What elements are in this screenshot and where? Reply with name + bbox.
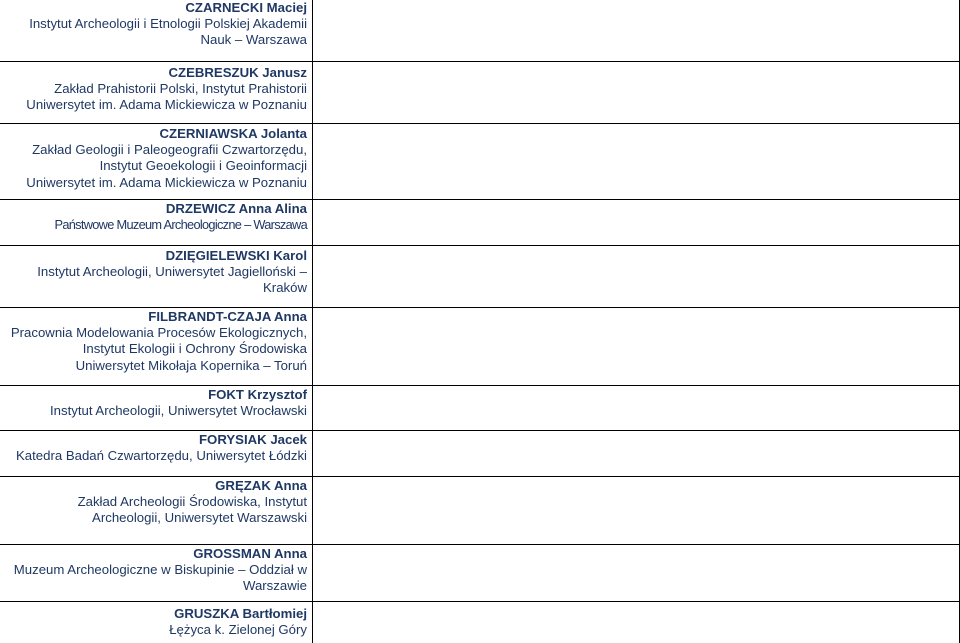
author-cell xyxy=(0,431,313,476)
affiliation-line: Instytut Archeologii i Etnologii Polskiej Akademii xyxy=(29,16,307,32)
affiliation-line: Muzeum Archeologiczne w Biskupinie – Oddział w xyxy=(13,562,307,578)
affiliation-line: Pracownia Modelowania Procesów Ekologicznych, xyxy=(10,325,307,341)
affiliation-line: Zakład Archeologii Środowiska, Instytut xyxy=(77,494,307,510)
table-row xyxy=(0,386,960,431)
affiliation-line: Instytut Archeologii, Uniwersytet Jagielloński – xyxy=(37,264,307,280)
table-row xyxy=(0,200,960,246)
table-row xyxy=(0,124,960,200)
author-cell xyxy=(0,545,313,601)
affiliation-line: Warszawie xyxy=(243,578,307,594)
table-row xyxy=(0,0,960,62)
author-cell xyxy=(0,308,313,385)
table-row xyxy=(0,62,960,124)
affiliation-line: Instytut Archeologii, Uniwersytet Wrocławski xyxy=(49,403,307,419)
empty-cell xyxy=(313,124,960,199)
author-cell xyxy=(0,124,313,199)
affiliation-line: Zakład Geologii i Paleogeografii Czwartorzędu, xyxy=(32,142,307,158)
author-name: FORYSIAK Jacek xyxy=(199,432,307,447)
author-name: GROSSMAN Anna xyxy=(193,546,307,561)
author-cell xyxy=(0,477,313,544)
author-name: DZIĘGIELEWSKI Karol xyxy=(165,248,307,263)
author-name: GRUSZKA Bartłomiej xyxy=(174,606,307,621)
author-cell xyxy=(0,62,313,123)
affiliation-line: Uniwersytet Mikołaja Kopernika – Toruń xyxy=(75,357,307,373)
empty-cell xyxy=(313,246,960,307)
affiliation-line: Katedra Badań Czwartorzędu, Uniwersytet Łódzki xyxy=(15,448,307,464)
affiliation-line: Instytut Ekologii i Ochrony Środowiska xyxy=(82,341,307,357)
empty-cell xyxy=(313,62,960,123)
empty-cell xyxy=(313,431,960,476)
affiliation-line: Kraków xyxy=(263,280,307,296)
affiliation-line: Uniwersytet im. Adama Mickiewicza w Poznaniu xyxy=(26,97,307,113)
affiliation-line: Łężyca k. Zielonej Góry xyxy=(169,622,307,638)
empty-cell xyxy=(313,386,960,430)
author-name: DRZEWICZ Anna Alina xyxy=(165,201,307,216)
author-cell xyxy=(0,200,313,245)
empty-cell xyxy=(313,602,960,643)
empty-cell xyxy=(313,0,960,61)
affiliation-line: Uniwersytet im. Adama Mickiewicza w Poznaniu xyxy=(26,174,307,190)
table-row xyxy=(0,545,960,602)
table-row xyxy=(0,602,960,643)
table-row xyxy=(0,431,960,477)
empty-cell xyxy=(313,200,960,245)
author-cell xyxy=(0,386,313,430)
affiliation-line: Państwowe Muzeum Archeologiczne – Warszawa xyxy=(54,217,307,233)
author-name: FILBRANDT-CZAJA Anna xyxy=(148,309,307,324)
empty-cell xyxy=(313,545,960,601)
affiliation-line: Instytut Geoekologii i Geoinformacji xyxy=(99,158,307,174)
author-cell xyxy=(0,246,313,307)
affiliation-line: Nauk – Warszawa xyxy=(200,32,307,48)
empty-cell xyxy=(313,477,960,544)
author-name: GRĘZAK Anna xyxy=(215,478,307,493)
table-row xyxy=(0,477,960,545)
affiliation-line: Archeologii, Uniwersytet Warszawski xyxy=(92,510,307,526)
table-row xyxy=(0,246,960,308)
author-cell xyxy=(0,602,313,643)
author-name: CZEBRESZUK Janusz xyxy=(168,65,307,80)
author-name: CZARNECKI Maciej xyxy=(185,0,307,15)
author-name: FOKT Krzysztof xyxy=(208,387,307,402)
author-name: CZERNIAWSKA Jolanta xyxy=(159,126,307,141)
affiliation-line: Zakład Prahistorii Polski, Instytut Prahistorii xyxy=(54,81,307,97)
table-row xyxy=(0,308,960,386)
author-cell xyxy=(0,0,313,61)
empty-cell xyxy=(313,308,960,385)
